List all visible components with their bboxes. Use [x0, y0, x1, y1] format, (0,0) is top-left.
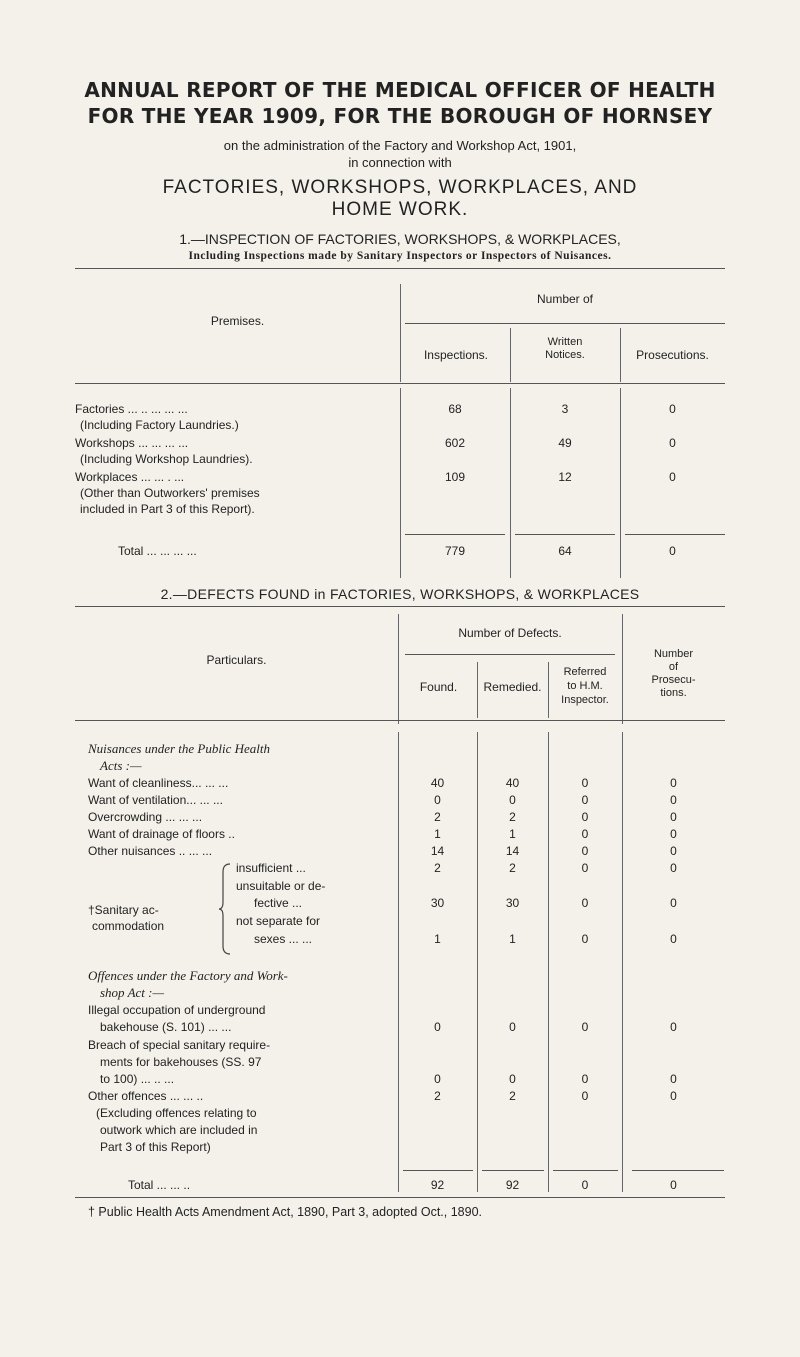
notices-value: 3	[561, 402, 569, 416]
row-label: Want of cleanliness... ... ...	[88, 776, 229, 790]
section-heading-a: FACTORIES, WORKSHOPS, WORKPLACES, AND	[162, 177, 638, 198]
row-label: Workshops ... ... ... ...	[75, 436, 189, 450]
table2-header-vline-1	[398, 614, 399, 724]
remedied-value: 30	[505, 896, 520, 910]
remedied-value: 1	[509, 827, 516, 841]
remedied-value: 0	[509, 1020, 516, 1034]
table1-header-inspections: Inspections.	[423, 348, 489, 362]
section-offences-a: Offences under the Factory and Work-	[88, 968, 288, 983]
section-nuisances-a: Nuisances under the Public Health	[88, 741, 270, 756]
referred-value: 0	[581, 896, 589, 910]
found-value: 0	[434, 1020, 441, 1034]
referred-value: 0	[581, 844, 589, 858]
table2-header-pros-2: of	[668, 661, 679, 673]
referred-value: 0	[581, 776, 589, 790]
referred-value: 0	[581, 1089, 589, 1103]
remedied-value: 0	[509, 793, 516, 807]
remedied-value: 40	[505, 776, 520, 790]
table2-header-pros-4: tions.	[660, 687, 687, 699]
total-rule-2	[515, 534, 615, 535]
total-inspections: 779	[444, 544, 466, 558]
prosecutions-value: 0	[670, 861, 677, 875]
row-label: Workplaces ... ... . ...	[75, 470, 185, 484]
table1-header-written-1: Written	[547, 336, 583, 348]
report-title-line1: ANNUAL REPORT OF THE MEDICAL OFFICER OF HEALTH	[84, 78, 716, 102]
prosecutions-value: 0	[670, 1089, 677, 1103]
table1-header-premises: Premises.	[210, 314, 265, 328]
table1-vline-1	[400, 284, 401, 382]
found-value: 40	[430, 776, 445, 790]
row-note: (Including Workshop Laundries).	[80, 452, 253, 466]
table1-header-rule	[405, 323, 725, 324]
table2-header-referred-3: Inspector.	[561, 694, 609, 706]
row-note-2: included in Part 3 of this Report).	[80, 502, 255, 516]
table2-header-number-defects: Number of Defects.	[458, 626, 562, 640]
notices-value: 49	[558, 436, 572, 450]
row-label: Overcrowding ... ... ...	[88, 810, 203, 824]
table1-subtitle: Including Inspections made by Sanitary Inspectors or Inspectors of Nuisances.	[188, 250, 612, 262]
row-label-2: sexes ... ...	[254, 932, 313, 946]
prosecutions-value: 0	[670, 896, 677, 910]
row-label: Illegal occupation of underground	[88, 1003, 266, 1017]
found-value: 1	[434, 932, 441, 946]
table2-title: 2.—DEFECTS FOUND in FACTORIES, WORKSHOPS, & WORKPLACES	[160, 586, 640, 602]
table2-header-referred-1: Referred	[563, 666, 607, 678]
report-subtitle-line2: in connection with	[348, 155, 452, 170]
prosecutions-value: 0	[670, 1020, 677, 1034]
referred-value: 0	[581, 861, 589, 875]
table2-top-rule	[75, 606, 725, 607]
table1-header-number-of: Number of	[536, 292, 594, 306]
sanitary-brace-icon	[218, 862, 232, 956]
remedied-value: 1	[509, 932, 516, 946]
section-offences-b: shop Act :—	[100, 985, 165, 1000]
table1-top-rule	[75, 268, 725, 269]
found-value: 2	[434, 810, 441, 824]
row-label-2: fective ...	[254, 896, 303, 910]
total-label: Total ... ... ... ...	[118, 544, 197, 558]
found-value: 0	[434, 1072, 441, 1086]
remedied-value: 2	[509, 810, 516, 824]
table2-header-bottom-rule	[75, 720, 725, 721]
row-label-3: to 100) ... .. ...	[100, 1072, 175, 1086]
table2-header-found: Found.	[419, 680, 458, 694]
total2-rule-2	[482, 1170, 544, 1171]
table1-header-prosecutions: Prosecutions.	[636, 348, 709, 362]
total-rule-1	[405, 534, 505, 535]
total-rule-3	[625, 534, 725, 535]
prosecutions-value: 0	[669, 436, 676, 450]
prosecutions-value: 0	[669, 402, 676, 416]
sanitary-label-2: commodation	[92, 919, 165, 933]
row-note: (Other than Outworkers' premises	[80, 486, 260, 500]
table2-header-referred-2: to H.M.	[567, 680, 603, 692]
prosecutions-value: 0	[670, 776, 677, 790]
referred-value: 0	[581, 793, 589, 807]
total-notices: 64	[558, 544, 572, 558]
total-prosecutions: 0	[669, 544, 676, 558]
row-label: Want of ventilation... ... ...	[88, 793, 223, 807]
row-label: Breach of special sanitary require-	[88, 1038, 271, 1052]
referred-value: 0	[581, 1020, 589, 1034]
prosecutions-value: 0	[670, 810, 677, 824]
total2-rule-3	[553, 1170, 618, 1171]
referred-value: 0	[581, 827, 589, 841]
found-value: 2	[434, 1089, 441, 1103]
prosecutions-value: 0	[670, 827, 677, 841]
footnote: † Public Health Acts Amendment Act, 1890, Part 3, adopted Oct., 1890.	[88, 1205, 482, 1219]
prosecutions-value: 0	[669, 470, 676, 484]
prosecutions-value: 0	[670, 1072, 677, 1086]
table2-header-remedied: Remedied.	[483, 680, 542, 694]
found-value: 14	[430, 844, 445, 858]
row-label: unsuitable or de-	[236, 879, 326, 893]
row-label-2: ments for bakehouses (SS. 97	[100, 1055, 262, 1069]
found-value: 30	[430, 896, 445, 910]
total-found: 92	[430, 1178, 445, 1192]
row-label: not separate for	[236, 914, 321, 928]
row-label: insufficient ...	[236, 861, 306, 875]
referred-value: 0	[581, 1072, 589, 1086]
total-label: Total ... ... ..	[128, 1178, 191, 1192]
report-subtitle-line1: on the administration of the Factory and Workshop Act, 1901,	[223, 138, 577, 153]
sanitary-label-1: †Sanitary ac-	[88, 903, 159, 917]
table2-bottom-rule	[75, 1197, 725, 1198]
excluding-note-2: outwork which are included in	[100, 1123, 258, 1137]
notices-value: 12	[558, 470, 572, 484]
table1-header-written-2: Notices.	[545, 349, 585, 361]
total2-rule-4	[632, 1170, 724, 1171]
remedied-value: 14	[505, 844, 520, 858]
total-referred: 0	[581, 1178, 589, 1192]
excluding-note-1: (Excluding offences relating to	[96, 1106, 257, 1120]
prosecutions-value: 0	[670, 932, 677, 946]
row-label: Want of drainage of floors ..	[88, 827, 235, 841]
report-title-line2: FOR THE YEAR 1909, FOR THE BOROUGH OF HORNSEY	[87, 104, 713, 128]
remedied-value: 0	[509, 1072, 516, 1086]
prosecutions-value: 0	[670, 793, 677, 807]
row-label: Other nuisances .. ... ...	[88, 844, 213, 858]
found-value: 1	[434, 827, 441, 841]
referred-value: 0	[581, 810, 589, 824]
row-label: Factories ... .. ... ... ...	[75, 402, 188, 416]
total-prosecutions: 0	[670, 1178, 677, 1192]
remedied-value: 2	[509, 1089, 516, 1103]
row-label: Other offences ... ... ..	[88, 1089, 204, 1103]
referred-value: 0	[581, 932, 589, 946]
section-nuisances-b: Acts :—	[100, 758, 142, 773]
table1-title: 1.—INSPECTION OF FACTORIES, WORKSHOPS, & WORKPLACES,	[179, 231, 621, 247]
table2-header-rule	[405, 654, 615, 655]
total-remedied: 92	[505, 1178, 520, 1192]
table2-header-pros-3: Prosecu-	[651, 674, 696, 686]
total2-rule-1	[403, 1170, 473, 1171]
inspections-value: 68	[448, 402, 462, 416]
row-note: (Including Factory Laundries.)	[80, 418, 239, 432]
inspections-value: 109	[444, 470, 466, 484]
found-value: 0	[434, 793, 441, 807]
table2-header-pros-1: Number	[653, 648, 694, 660]
section-heading-b: HOME WORK.	[331, 199, 469, 220]
remedied-value: 2	[509, 861, 516, 875]
table2-header-particulars: Particulars.	[206, 653, 267, 667]
inspections-value: 602	[444, 436, 466, 450]
excluding-note-3: Part 3 of this Report)	[100, 1140, 211, 1154]
prosecutions-value: 0	[670, 844, 677, 858]
row-label-2: bakehouse (S. 101) ... ...	[100, 1020, 232, 1034]
table1-header-bottom-rule	[75, 383, 725, 384]
found-value: 2	[434, 861, 441, 875]
